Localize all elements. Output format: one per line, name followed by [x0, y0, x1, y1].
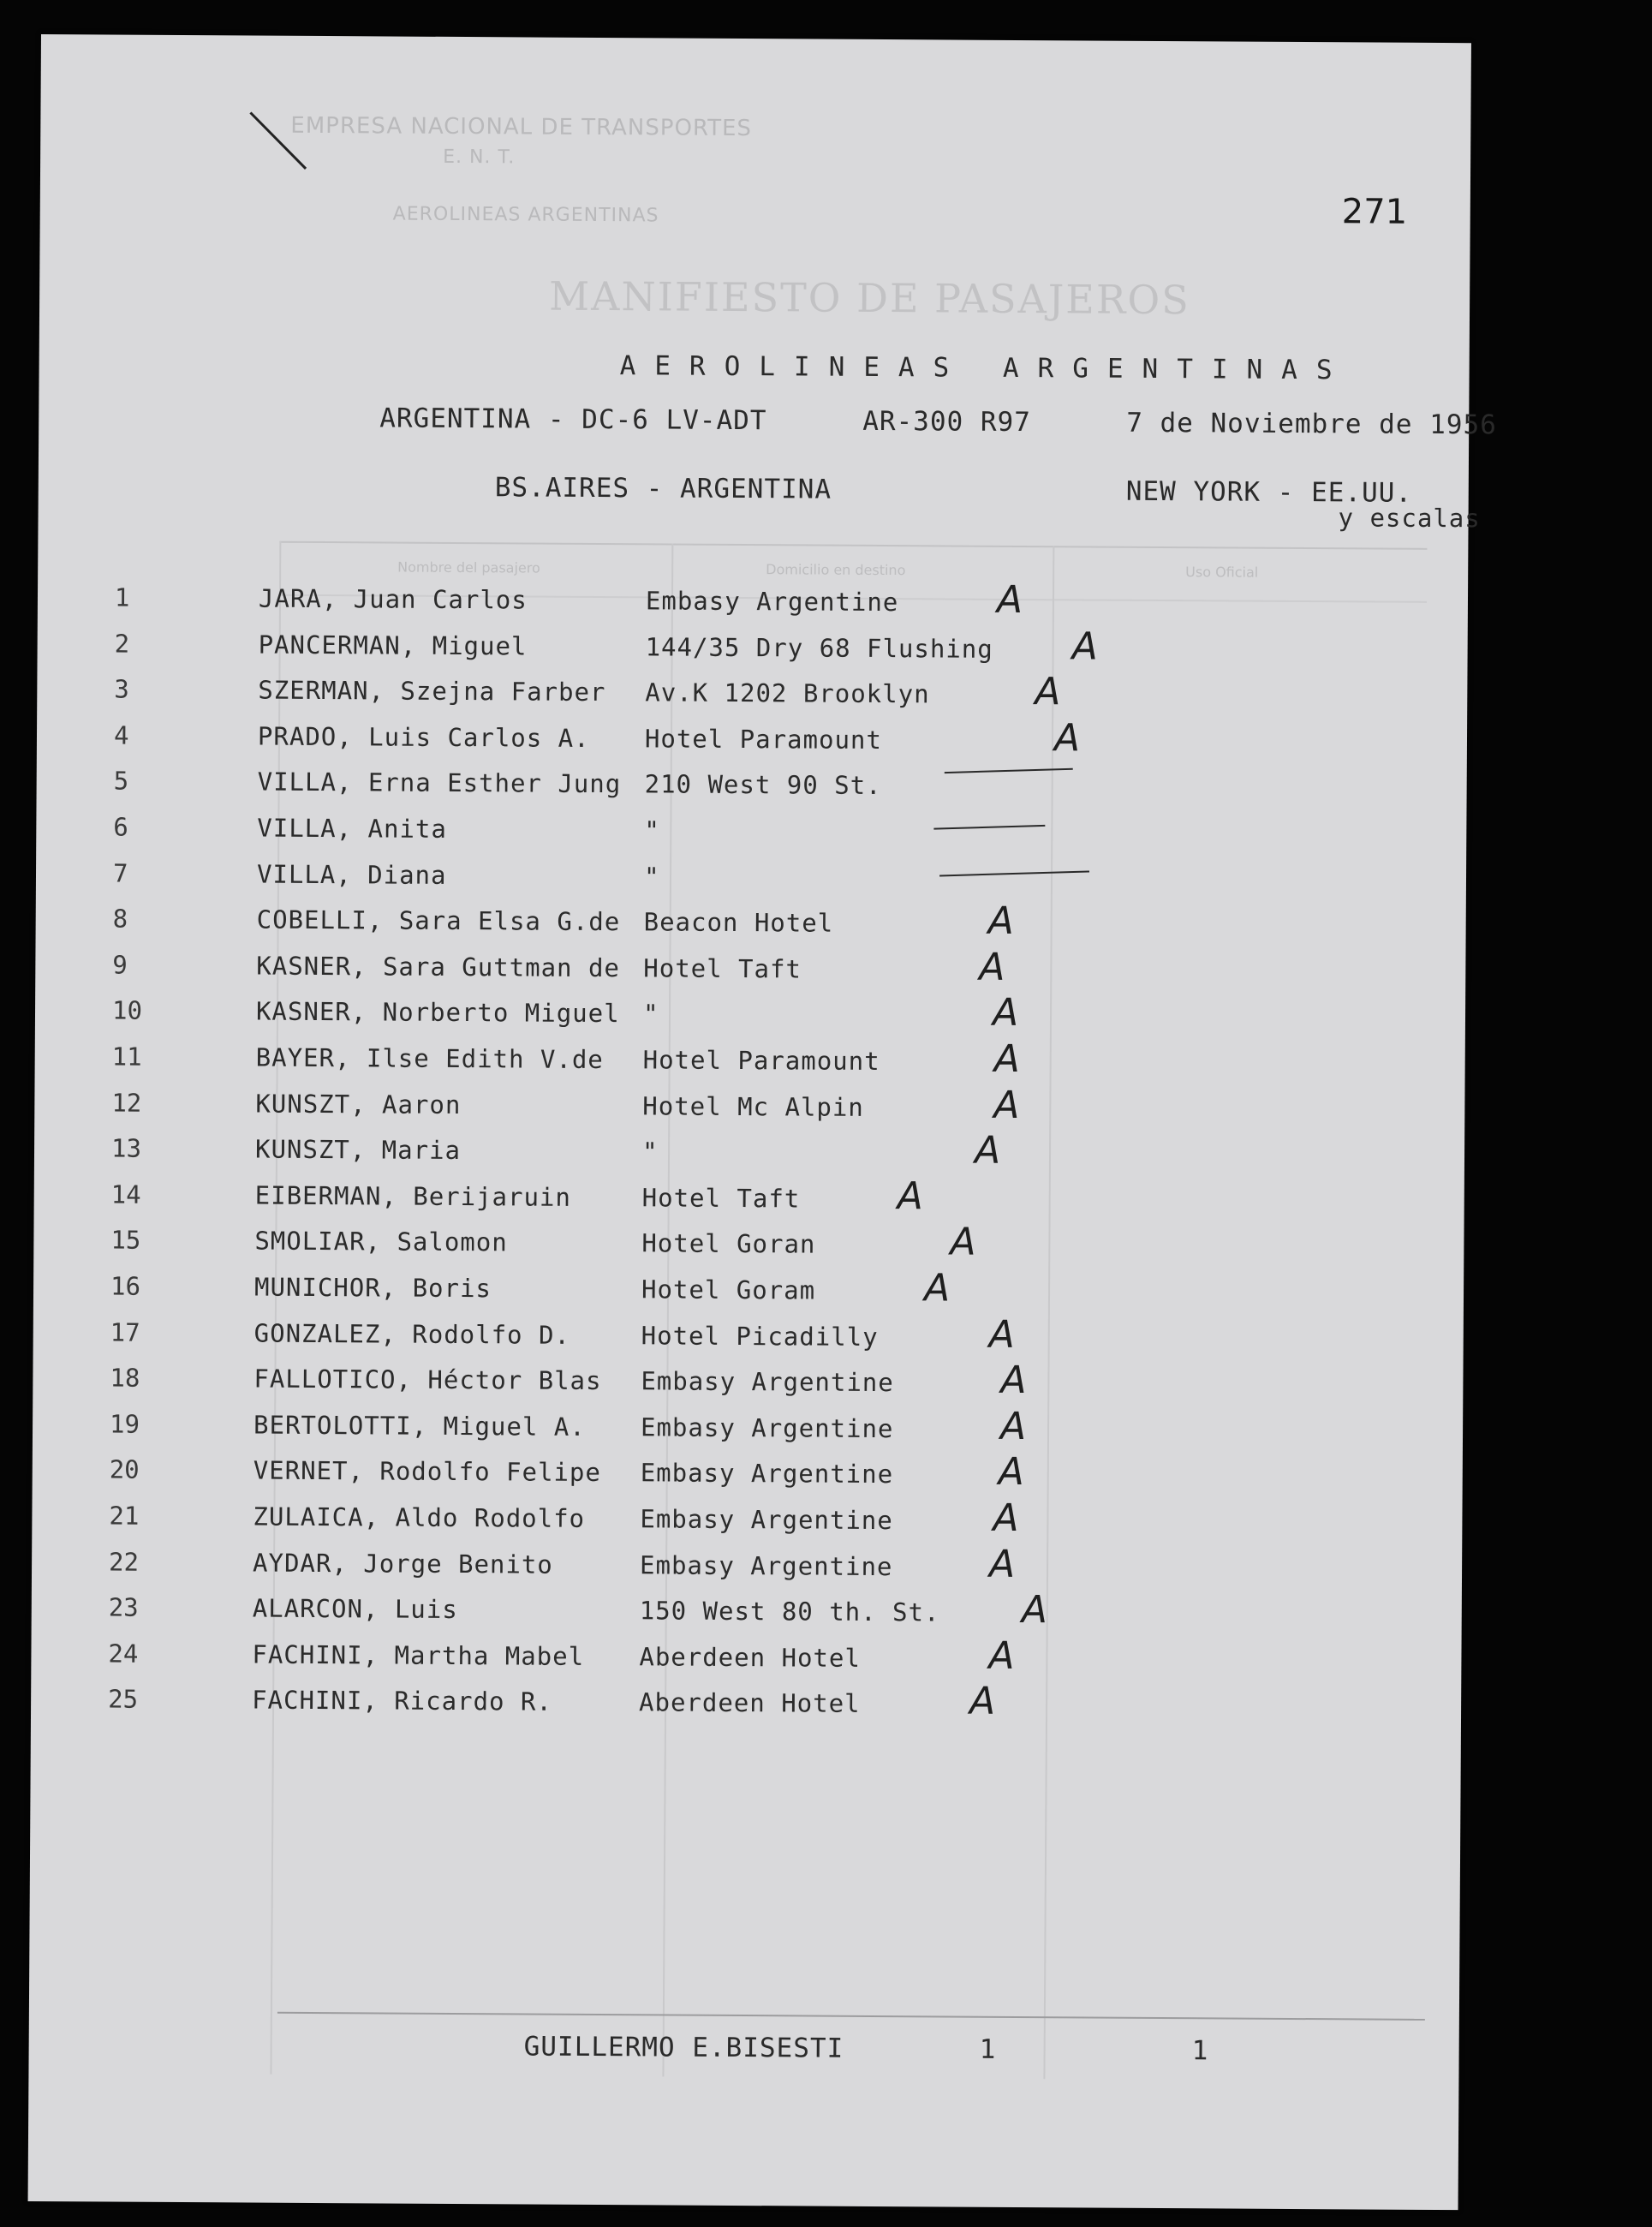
passenger-name: COBELLI, Sara Elsa G.de [256, 905, 621, 937]
passenger-address: Beacon Hotel [643, 907, 834, 938]
passenger-name: VILLA, Diana [256, 859, 447, 890]
passenger-name: KUNSZT, Maria [254, 1134, 462, 1166]
handwritten-dash-mark [933, 825, 1045, 830]
passenger-name: MUNICHOR, Boris [253, 1272, 492, 1304]
faint-table-top-rule [279, 541, 1427, 550]
row-number: 22 [109, 1547, 140, 1577]
passenger-name: PANCERMAN, Miguel [258, 630, 528, 661]
passenger-name: KASNER, Sara Guttman de [256, 951, 621, 982]
handwritten-check-mark: A [988, 1633, 1015, 1678]
passenger-address: Aberdeen Hotel [639, 1687, 861, 1719]
passenger-address: Hotel Paramount [642, 1045, 880, 1077]
passenger-name: AYDAR, Jorge Benito [253, 1548, 553, 1579]
handwritten-check-mark: A [950, 1220, 976, 1265]
passenger-name: KUNSZT, Aaron [255, 1089, 462, 1119]
passenger-address: Aberdeen Hotel [639, 1642, 861, 1673]
passenger-address: Hotel Goram [641, 1275, 816, 1305]
row-number: 1 [114, 582, 130, 612]
row-number: 3 [114, 674, 129, 704]
passenger-name: BERTOLOTTI, Miguel A. [253, 1410, 586, 1442]
faint-company-line-3: AEROLINEAS ARGENTINAS [392, 203, 659, 227]
passenger-address: Embasy Argentine [645, 586, 899, 618]
handwritten-check-mark: A [992, 991, 1019, 1036]
row-number: 21 [109, 1501, 140, 1531]
row-number: 9 [112, 950, 128, 980]
passenger-name: FACHINI, Ricardo R. [252, 1685, 552, 1717]
handwritten-check-mark: A [996, 577, 1023, 623]
passenger-address: Embasy Argentine [641, 1366, 894, 1398]
row-number: 12 [111, 1088, 142, 1118]
row-number: 5 [113, 766, 129, 797]
destination-note: y escalas [1338, 503, 1481, 534]
faint-column-divider-right [1043, 546, 1054, 2079]
handwritten-check-mark: A [988, 1312, 1016, 1357]
passenger-address: Embasy Argentine [639, 1549, 893, 1581]
footer-rule [277, 2012, 1425, 2021]
handwritten-check-mark: A [993, 1036, 1020, 1082]
faint-column-header-2: Domicilio en destino [766, 561, 906, 579]
row-number: 18 [110, 1363, 140, 1393]
handwritten-check-mark: A [969, 1680, 996, 1724]
passenger-name: GONZALEZ, Rodolfo D. [253, 1318, 571, 1350]
row-number: 11 [111, 1042, 142, 1072]
handwritten-check-mark: A [1035, 670, 1061, 714]
row-number: 20 [109, 1454, 140, 1485]
manifest-page [28, 34, 1497, 2210]
handwritten-check-mark: A [979, 945, 1005, 989]
row-number: 14 [110, 1179, 141, 1209]
passenger-address: Embasy Argentine [640, 1412, 894, 1443]
passenger-name: PRADO, Luis Carlos A. [257, 721, 590, 753]
faint-company-line-2: E. N. T. [443, 146, 516, 169]
faint-form-title: MANIFIESTO DE PASAJEROS [548, 272, 1190, 324]
faint-company-line-1: EMPRESA NACIONAL DE TRANSPORTES [290, 112, 753, 142]
passenger-name: KASNER, Norberto Miguel [255, 996, 620, 1029]
passenger-address: " [643, 861, 660, 892]
passenger-address: 150 West 80 th. St. [639, 1596, 940, 1627]
row-number: 25 [108, 1684, 139, 1715]
row-number: 2 [114, 629, 130, 659]
passenger-name: VILLA, Erna Esther Jung [257, 767, 622, 799]
passenger-name: SZERMAN, Szejna Farber [258, 675, 606, 708]
handwritten-check-mark: A [923, 1266, 951, 1311]
passenger-address: " [642, 999, 659, 1029]
destination: NEW YORK - EE.UU. [1125, 475, 1413, 509]
passenger-address: Hotel Goran [641, 1228, 816, 1259]
passenger-name: VERNET, Rodolfo Felipe [253, 1455, 601, 1488]
passenger-name: SMOLIAR, Salomon [254, 1226, 508, 1257]
row-number: 15 [110, 1225, 141, 1256]
handwritten-check-mark: A [1000, 1358, 1027, 1403]
row-number: 8 [112, 904, 128, 934]
row-number: 10 [111, 995, 143, 1026]
passenger-name: JARA, Juan Carlos [258, 583, 528, 615]
handwritten-check-mark: A [897, 1173, 923, 1219]
aircraft-registration: ARGENTINA - DC-6 LV-ADT [379, 403, 767, 437]
handwritten-check-mark: A [993, 1083, 1020, 1127]
passenger-address: Hotel Taft [643, 953, 802, 984]
row-number: 24 [108, 1639, 139, 1669]
passenger-name: BAYER, Ilse Edith V.de [255, 1042, 604, 1075]
passenger-name: FALLOTICO, Héctor Blas [253, 1364, 602, 1396]
origin: BS.AIRES - ARGENTINA [494, 472, 832, 505]
handwritten-check-mark: A [988, 1542, 1016, 1586]
handwritten-check-mark: A [974, 1128, 1001, 1173]
passenger-address: 210 West 90 St. [644, 769, 882, 801]
handwritten-dash-mark [939, 870, 1089, 876]
page-number: 271 [1341, 192, 1408, 232]
row-number: 13 [110, 1133, 142, 1163]
row-number: 16 [110, 1271, 141, 1301]
passenger-address: Hotel Paramount [644, 724, 882, 755]
faint-column-header-1: Nombre del pasajero [397, 558, 540, 576]
passenger-address: Av.K 1202 Brooklyn [645, 678, 930, 709]
passenger-name: ALARCON, Luis [252, 1593, 458, 1625]
passenger-address: Embasy Argentine [640, 1458, 894, 1490]
handwritten-check-mark: A [1053, 716, 1081, 761]
flight-number: AR-300 R97 [862, 405, 1032, 439]
row-number: 7 [112, 858, 128, 888]
passenger-address: Embasy Argentine [640, 1504, 893, 1536]
row-number: 4 [113, 720, 129, 750]
footer-value-2: 1 [1191, 2035, 1209, 2067]
row-number: 19 [109, 1409, 140, 1439]
handwritten-check-mark: A [1021, 1588, 1048, 1633]
airline-name: AEROLINEAS ARGENTINAS [619, 350, 1351, 386]
faint-column-header-3: Uso Oficial [1185, 564, 1259, 581]
passenger-address: " [644, 815, 660, 845]
row-number: 6 [113, 812, 128, 842]
handwritten-check-mark: A [1071, 624, 1098, 669]
handwritten-check-mark: A [987, 899, 1014, 944]
handwritten-check-mark: A [998, 1450, 1025, 1495]
passenger-address: 144/35 Dry 68 Flushing [645, 631, 993, 664]
passenger-address: Hotel Taft [641, 1183, 801, 1214]
passenger-name: EIBERMAN, Berijaruin [254, 1180, 572, 1212]
passenger-address: " [641, 1137, 659, 1167]
passenger-name: ZULAICA, Aldo Rodolfo [253, 1502, 586, 1533]
passenger-name: FACHINI, Martha Mabel [252, 1639, 585, 1671]
footer-value-1: 1 [979, 2033, 997, 2065]
passenger-address: Hotel Mc Alpin [642, 1090, 864, 1122]
handwritten-check-mark: A [999, 1404, 1027, 1448]
handwritten-check-mark: A [993, 1496, 1019, 1541]
row-number: 23 [108, 1592, 139, 1622]
row-number: 17 [110, 1317, 140, 1347]
commander-name: GUILLERMO E.BISESTI [523, 2031, 844, 2064]
handwritten-dash-mark [945, 768, 1073, 773]
passenger-name: VILLA, Anita [257, 813, 447, 844]
passenger-address: Hotel Picadilly [641, 1320, 879, 1352]
flight-date: 7 de Noviembre de 1956 [1126, 407, 1497, 441]
